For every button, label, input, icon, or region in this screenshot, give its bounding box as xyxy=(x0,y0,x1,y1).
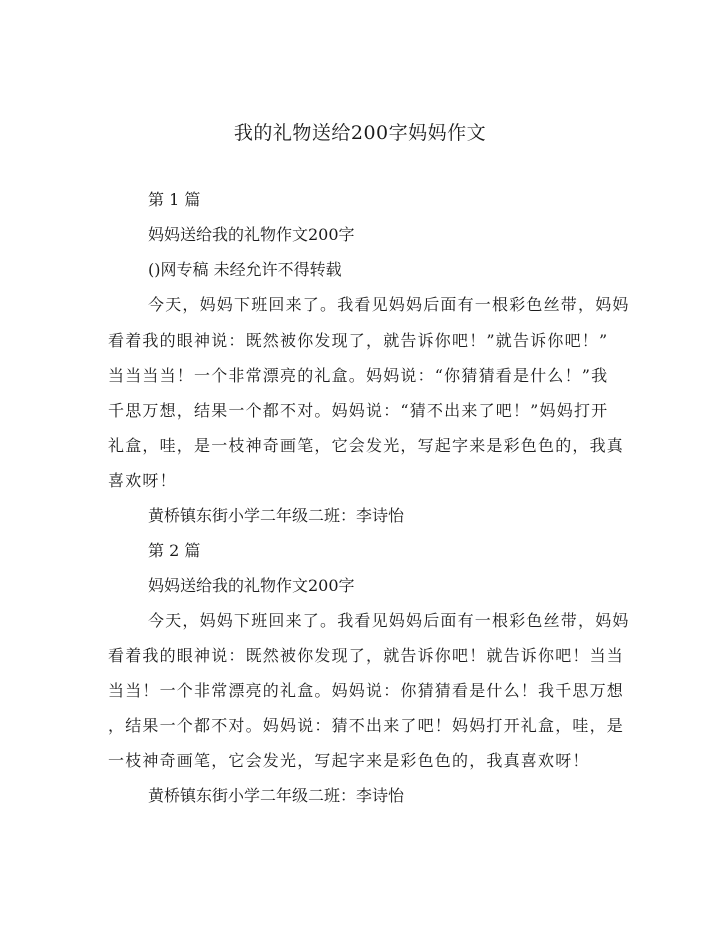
section-1-signature: 黄桥镇东街小学二年级二班：李诗怡 xyxy=(148,506,405,525)
section-2-paragraph-line: 看着我的眼神说：既然被你发现了，就告诉你吧！就告诉你吧！当当 xyxy=(108,646,625,665)
section-1-paragraph-line: 当当当当！一个非常漂亮的礼盒。妈妈说：“你猜猜看是什么！”我 xyxy=(108,366,609,385)
section-2-signature: 黄桥镇东街小学二年级二班：李诗怡 xyxy=(148,786,405,805)
section-1-paragraph-line: 喜欢呀！ xyxy=(108,471,177,490)
section-2-paragraph-line: 今天，妈妈下班回来了。我看见妈妈后面有一根彩色丝带，妈妈 xyxy=(148,611,630,630)
section-2-paragraph-line: ，结果一个都不对。妈妈说：猜不出来了吧！妈妈打开礼盒，哇，是 xyxy=(108,716,625,735)
section-2-paragraph-line: 当当！一个非常漂亮的礼盒。妈妈说：你猜猜看是什么！我千思万想 xyxy=(108,681,625,700)
document-title: 我的礼物送给200字妈妈作文 xyxy=(233,122,487,144)
section-1-heading: 第 1 篇 xyxy=(148,190,201,209)
section-1-source-note: ()网专稿 未经允许不得转载 xyxy=(148,260,342,279)
section-2-subtitle: 妈妈送给我的礼物作文200字 xyxy=(148,576,355,595)
section-1-paragraph-line: 千思万想，结果一个都不对。妈妈说：“猜不出来了吧！”妈妈打开 xyxy=(108,401,609,420)
section-1-subtitle: 妈妈送给我的礼物作文200字 xyxy=(148,225,355,244)
section-1-paragraph-line: 看着我的眼神说：既然被你发现了，就告诉你吧！”就告诉你吧！” xyxy=(108,331,609,350)
section-1-paragraph-line: 礼盒，哇，是一枝神奇画笔，它会发光，写起字来是彩色色的，我真 xyxy=(108,436,625,455)
section-2-heading: 第 2 篇 xyxy=(148,541,201,560)
section-2-paragraph-line: 一枝神奇画笔，它会发光，写起字来是彩色色的，我真喜欢呀！ xyxy=(108,751,590,770)
section-1-paragraph-line: 今天，妈妈下班回来了。我看见妈妈后面有一根彩色丝带，妈妈 xyxy=(148,295,630,314)
